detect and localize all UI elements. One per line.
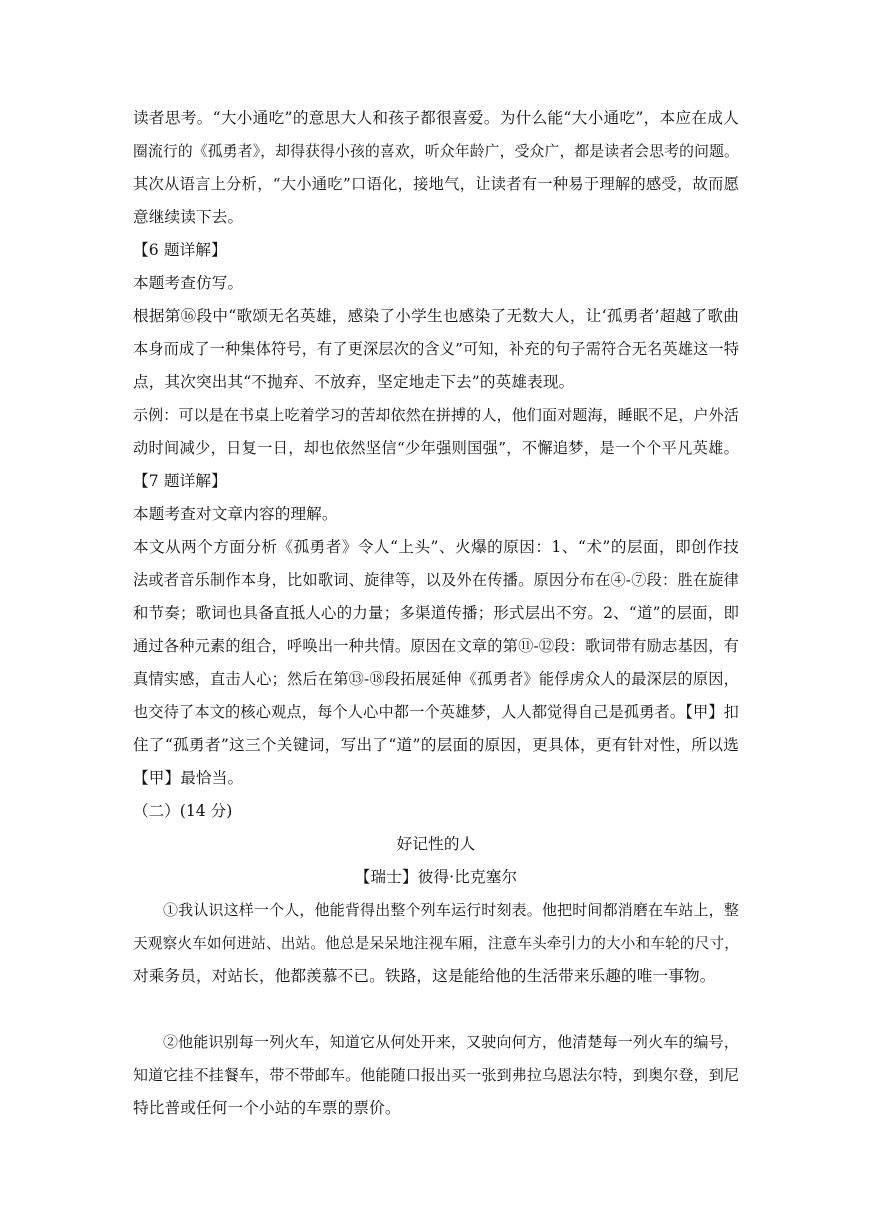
text-line: ②他能识别每一列火车，知道它从何处开来，又驶向何方，他清楚每一列火车的编号，	[163, 1033, 739, 1051]
text-line: 真情实感，直击人心；然后在第⑬-⑱段拓展延伸《孤勇者》能俘虏众人的最深层的原因，	[133, 670, 739, 688]
text-line: 其次从语言上分析，“大小通吃”口语化，接地气，让读者有一种易于理解的感受，故而愿	[133, 175, 739, 193]
text-line: 对乘务员，对站长，他都羡慕不已。铁路，这是能给他的生活带来乐趣的唯一事物。	[133, 967, 716, 985]
text-line: 本文从两个方面分析《孤勇者》令人“上头”、火爆的原因：1、“术”的层面，即创作技	[133, 538, 739, 556]
text-line: 圈流行的《孤勇者》，却得获得小孩的喜欢，听众年龄广，受众广，都是读者会思考的问题。	[133, 143, 739, 160]
text-line: 读者思考。“大小通吃”的意思大人和孩子都很喜爱。为什么能“大小通吃”，本应在成人	[133, 109, 739, 127]
text-line: 通过各种元素的组合，呼唤出一种共情。原因在文章的第⑪-⑫段：歌词带有励志基因，有	[133, 637, 739, 655]
text-line: 本题考查对文章内容的理解。	[133, 505, 338, 523]
text-line: 天观察火车如何进站、出站。他总是呆呆地注视车厢，注意车头牵引力的大小和车轮的尺寸，	[133, 935, 739, 952]
story-author: 【瑞士】彼得·比克塞尔	[354, 868, 518, 886]
text-line: 示例：可以是在书桌上吃着学习的苦却依然在拼搏的人，他们面对题海，睡眠不足，户外活	[133, 406, 740, 424]
text-line: 特比普或任何一个小站的车票的票价。	[133, 1099, 401, 1117]
section-heading-6: 【6 题详解】	[133, 241, 227, 259]
text-line: 和节奏；歌词也具备直抵人心的力量；多渠道传播；形式层出不穷。2、“道”的层面，即	[133, 604, 739, 622]
section-label-2: （二）(14 分)	[133, 802, 233, 820]
text-line: 意继续读下去。	[133, 208, 244, 226]
document-page	[133, 102, 739, 1125]
text-line: 住了“孤勇者”这三个关键词，写出了“道”的层面的原因，更具体，更有针对性，所以选	[133, 736, 739, 754]
text-line: ①我认识这样一个人，他能背得出整个列车运行时刻表。他把时间都消磨在车站上，整	[163, 901, 739, 919]
text-line: 动时间减少，日复一日，却也依然坚信“少年强则国强”，不懈追梦，是一个个平凡英雄。	[133, 439, 739, 457]
text-line: 本题考查仿写。	[133, 274, 244, 292]
story-title: 好记性的人	[396, 835, 476, 853]
text-line: 点，其次突出其“不抛弃、不放弃，坚定地走下去”的英雄表现。	[133, 373, 575, 391]
text-line: 也交待了本文的核心观点，每个人心中都一个英雄梦，人人都觉得自己是孤勇者。【甲】扣	[133, 703, 739, 721]
text-line: 【甲】最恰当。	[133, 769, 244, 787]
text-line: 法或者音乐制作本身，比如歌词、旋律等，以及外在传播。原因分布在④-⑦段：胜在旋律	[133, 571, 739, 589]
text-line: 根据第⑯段中“歌颂无名英雄，感染了小学生也感染了无数大人，让‘孤勇者’超越了歌曲	[133, 307, 739, 325]
section-heading-7: 【7 题详解】	[133, 472, 227, 490]
text-line: 知道它挂不挂餐车，带不带邮车。他能随口报出买一张到弗拉乌恩法尔特，到奥尔登，到尼	[133, 1066, 740, 1084]
blank-line	[133, 993, 739, 1026]
text-line: 本身而成了一种集体符号，有了更深层次的含义”可知，补充的句子需符合无名英雄这一特	[133, 340, 740, 358]
